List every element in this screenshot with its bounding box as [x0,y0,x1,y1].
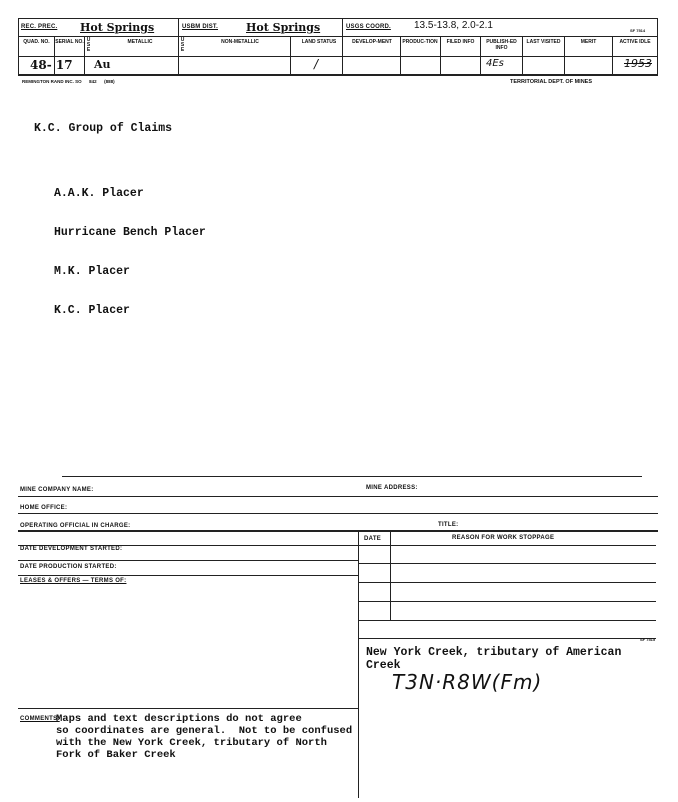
use-label-2: U S E [180,37,185,53]
comments-text: Maps and text descriptions do not agree so coordinates are general. Not to be confused with the New York Creek, tributary of North Fork of Baker Creek [56,713,353,761]
use-label-1: U S E [86,37,91,53]
claim-item: K.C. Placer [54,304,130,317]
home-office-label: HOME OFFICE: [20,505,68,511]
land-status-label: LAND STATUS [301,39,337,45]
date-column-header: DATE [364,536,382,542]
merit-label: MERIT [580,39,597,45]
metallic-label: METALLIC [127,39,153,45]
claim-item: M.K. Placer [54,265,130,278]
quad-label: QUAD. NO. [23,39,50,45]
rec-prec-label: REC. PREC. [21,24,58,30]
claims-group-title: K.C. Group of Claims [34,122,173,135]
usgs-coord-label: USGS COORD. [346,24,391,30]
active-idle-value: 1953 [624,57,652,70]
lower-form-number: SF 7515 [640,637,656,642]
claim-item: Hurricane Bench Placer [54,226,206,239]
development-label: DEVELOP-MENT [352,39,392,45]
location-text: New York Creek, tributary of American Creek [366,646,622,672]
serial-label: SERIAL NO. [55,39,84,45]
printer-line: REMINGTON RAND INC. SO 842 (888) [22,79,115,84]
active-idle-label: ACTIVE IDLE [619,39,651,45]
leases-label: LEASES & OFFERS — TERMS OF: [20,578,127,584]
handwritten-location: T3N·R8W(Fm) [392,670,543,694]
claims-group [34,96,206,356]
title-label: TITLE: [438,522,459,528]
land-status-value: / [314,57,319,71]
date-development-label: DATE DEVELOPMENT STARTED: [20,546,123,552]
mine-address-label: MINE ADDRESS: [366,485,418,491]
last-visited-label: LAST VISITED [526,39,561,45]
department: TERRITORIAL DEPT. OF MINES [510,79,592,85]
rec-prec-value: Hot Springs [80,21,155,34]
reason-column-header: REASON FOR WORK STOPPAGE [452,535,555,541]
published-info-value: 4Es [486,58,504,69]
date-production-label: DATE PRODUCTION STARTED: [20,564,117,570]
operating-official-label: OPERATING OFFICIAL IN CHARGE: [20,523,131,529]
usgs-coord-value: 13.5-13.8, 2.0-2.1 [414,20,493,31]
mine-company-name-label: MINE COMPANY NAME: [20,487,94,493]
claim-item: A.A.K. Placer [54,187,144,200]
usbm-dist-label: USBM DIST. [182,24,219,30]
usbm-dist-value: Hot Springs [246,21,321,34]
nonmetallic-label: NON-METALLIC [221,39,259,45]
comments-label: COMMENTS: [20,716,60,722]
form-number: SF 7514 [630,28,646,33]
metallic-value: Au [94,58,111,71]
published-info-label: PUBLISH-ED INFO [486,39,517,51]
production-label: PRODUC-TION [402,39,438,45]
quad-serial-value: 48- 17 [30,58,73,72]
filed-info-label: FILED INFO [446,39,475,45]
